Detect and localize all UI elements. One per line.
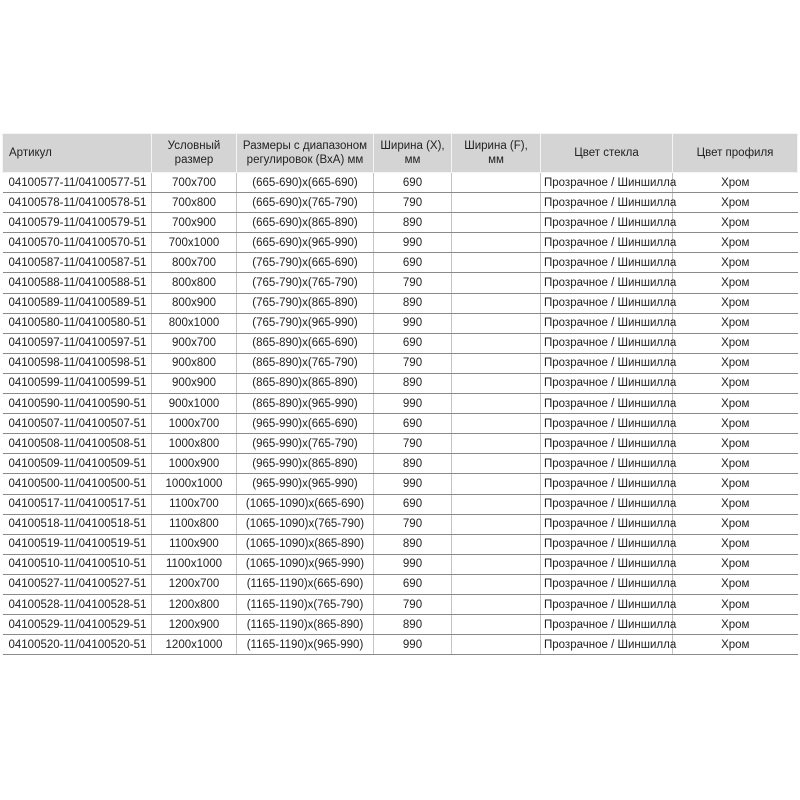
article-cell: 04100507-11/04100507-51 <box>3 414 152 434</box>
nominal-size-cell: 1000x800 <box>152 434 237 454</box>
width-x-cell: 890 <box>374 534 452 554</box>
nominal-size-cell: 1100x1000 <box>152 554 237 574</box>
width-x-cell: 990 <box>374 635 452 655</box>
profile-color-cell: Хром <box>673 554 798 574</box>
width-x-cell: 690 <box>374 173 452 193</box>
table-row <box>3 534 798 554</box>
width-x-cell: 890 <box>374 213 452 233</box>
table-row <box>3 293 798 313</box>
nominal-size-cell: 900x900 <box>152 373 237 393</box>
width-x-cell: 790 <box>374 273 452 293</box>
article-cell: 04100517-11/04100517-51 <box>3 494 152 514</box>
article-cell: 04100577-11/04100577-51 <box>3 173 152 193</box>
nominal-size-cell: 1100x900 <box>152 534 237 554</box>
width-x-cell: 990 <box>374 474 452 494</box>
nominal-size-cell: 1200x1000 <box>152 635 237 655</box>
nominal-size-cell: 900x700 <box>152 333 237 353</box>
profile-color-cell: Хром <box>673 474 798 494</box>
width-x-cell: 790 <box>374 193 452 213</box>
adjustment-range-cell: (1165-1190)x(865-890) <box>237 615 374 635</box>
profile-color-cell: Хром <box>673 373 798 393</box>
header-article: Артикул <box>3 134 152 173</box>
adjustment-range-cell: (765-790)x(765-790) <box>237 273 374 293</box>
glass-color-cell: Прозрачное / Шиншилла <box>541 554 673 574</box>
table-row <box>3 454 798 474</box>
glass-color-cell: Прозрачное / Шиншилла <box>541 353 673 373</box>
width-f-cell <box>452 474 541 494</box>
adjustment-range-cell: (965-990)x(965-990) <box>237 474 374 494</box>
profile-color-cell: Хром <box>673 173 798 193</box>
width-f-cell <box>452 434 541 454</box>
article-cell: 04100527-11/04100527-51 <box>3 574 152 594</box>
adjustment-range-cell: (665-690)x(865-890) <box>237 213 374 233</box>
width-f-cell <box>452 373 541 393</box>
glass-color-cell: Прозрачное / Шиншилла <box>541 534 673 554</box>
width-x-cell: 690 <box>374 253 452 273</box>
table-row <box>3 394 798 414</box>
width-f-cell <box>452 313 541 333</box>
profile-color-cell: Хром <box>673 635 798 655</box>
article-cell: 04100578-11/04100578-51 <box>3 193 152 213</box>
table-header-row <box>3 134 798 173</box>
width-x-cell: 990 <box>374 313 452 333</box>
table-row <box>3 253 798 273</box>
width-f-cell <box>452 414 541 434</box>
header-adjustment-range: Размеры с диапазоном регулировок (ВхА) мм <box>237 134 374 173</box>
profile-color-cell: Хром <box>673 574 798 594</box>
article-cell: 04100518-11/04100518-51 <box>3 514 152 534</box>
width-f-cell <box>452 574 541 594</box>
glass-color-cell: Прозрачное / Шиншилла <box>541 474 673 494</box>
nominal-size-cell: 1100x800 <box>152 514 237 534</box>
table-row <box>3 474 798 494</box>
adjustment-range-cell: (865-890)x(765-790) <box>237 353 374 373</box>
table-row <box>3 333 798 353</box>
width-f-cell <box>452 594 541 614</box>
width-f-cell <box>452 193 541 213</box>
profile-color-cell: Хром <box>673 233 798 253</box>
table-row <box>3 173 798 193</box>
table-row <box>3 193 798 213</box>
glass-color-cell: Прозрачное / Шиншилла <box>541 313 673 333</box>
header-nominal-size: Условный размер <box>152 134 237 173</box>
width-x-cell: 790 <box>374 594 452 614</box>
adjustment-range-cell: (865-890)x(665-690) <box>237 333 374 353</box>
glass-color-cell: Прозрачное / Шиншилла <box>541 514 673 534</box>
article-cell: 04100570-11/04100570-51 <box>3 233 152 253</box>
table-row <box>3 494 798 514</box>
nominal-size-cell: 1200x800 <box>152 594 237 614</box>
header-profile-color: Цвет профиля <box>673 134 798 173</box>
profile-color-cell: Хром <box>673 594 798 614</box>
width-x-cell: 690 <box>374 494 452 514</box>
glass-color-cell: Прозрачное / Шиншилла <box>541 173 673 193</box>
profile-color-cell: Хром <box>673 273 798 293</box>
width-f-cell <box>452 454 541 474</box>
product-spec-table <box>2 133 798 655</box>
width-x-cell: 990 <box>374 554 452 574</box>
table-row <box>3 514 798 534</box>
adjustment-range-cell: (1065-1090)x(665-690) <box>237 494 374 514</box>
article-cell: 04100579-11/04100579-51 <box>3 213 152 233</box>
width-f-cell <box>452 173 541 193</box>
adjustment-range-cell: (665-690)x(965-990) <box>237 233 374 253</box>
adjustment-range-cell: (965-990)x(665-690) <box>237 414 374 434</box>
glass-color-cell: Прозрачное / Шиншилла <box>541 333 673 353</box>
table-body <box>3 173 798 655</box>
profile-color-cell: Хром <box>673 534 798 554</box>
nominal-size-cell: 800x800 <box>152 273 237 293</box>
glass-color-cell: Прозрачное / Шиншилла <box>541 635 673 655</box>
glass-color-cell: Прозрачное / Шиншилла <box>541 293 673 313</box>
glass-color-cell: Прозрачное / Шиншилла <box>541 574 673 594</box>
nominal-size-cell: 1100x700 <box>152 494 237 514</box>
glass-color-cell: Прозрачное / Шиншилла <box>541 494 673 514</box>
width-x-cell: 690 <box>374 333 452 353</box>
nominal-size-cell: 700x700 <box>152 173 237 193</box>
article-cell: 04100598-11/04100598-51 <box>3 353 152 373</box>
article-cell: 04100520-11/04100520-51 <box>3 635 152 655</box>
width-f-cell <box>452 635 541 655</box>
article-cell: 04100529-11/04100529-51 <box>3 615 152 635</box>
width-f-cell <box>452 534 541 554</box>
width-f-cell <box>452 514 541 534</box>
width-f-cell <box>452 554 541 574</box>
table-row <box>3 554 798 574</box>
nominal-size-cell: 800x900 <box>152 293 237 313</box>
width-f-cell <box>452 233 541 253</box>
table-row <box>3 313 798 333</box>
header-width-x: Ширина (X), мм <box>374 134 452 173</box>
adjustment-range-cell: (765-790)x(865-890) <box>237 293 374 313</box>
nominal-size-cell: 1000x1000 <box>152 474 237 494</box>
adjustment-range-cell: (665-690)x(765-790) <box>237 193 374 213</box>
adjustment-range-cell: (865-890)x(965-990) <box>237 394 374 414</box>
profile-color-cell: Хром <box>673 253 798 273</box>
profile-color-cell: Хром <box>673 193 798 213</box>
nominal-size-cell: 900x1000 <box>152 394 237 414</box>
header-glass-color: Цвет стекла <box>541 134 673 173</box>
adjustment-range-cell: (965-990)x(765-790) <box>237 434 374 454</box>
profile-color-cell: Хром <box>673 333 798 353</box>
profile-color-cell: Хром <box>673 394 798 414</box>
article-cell: 04100597-11/04100597-51 <box>3 333 152 353</box>
nominal-size-cell: 1200x700 <box>152 574 237 594</box>
profile-color-cell: Хром <box>673 434 798 454</box>
adjustment-range-cell: (865-890)x(865-890) <box>237 373 374 393</box>
profile-color-cell: Хром <box>673 454 798 474</box>
article-cell: 04100528-11/04100528-51 <box>3 594 152 614</box>
width-x-cell: 690 <box>374 574 452 594</box>
profile-color-cell: Хром <box>673 414 798 434</box>
nominal-size-cell: 1000x900 <box>152 454 237 474</box>
profile-color-cell: Хром <box>673 313 798 333</box>
adjustment-range-cell: (665-690)x(665-690) <box>237 173 374 193</box>
profile-color-cell: Хром <box>673 615 798 635</box>
width-f-cell <box>452 615 541 635</box>
profile-color-cell: Хром <box>673 213 798 233</box>
table-row <box>3 273 798 293</box>
article-cell: 04100510-11/04100510-51 <box>3 554 152 574</box>
table-row <box>3 233 798 253</box>
profile-color-cell: Хром <box>673 494 798 514</box>
table-row <box>3 574 798 594</box>
glass-color-cell: Прозрачное / Шиншилла <box>541 273 673 293</box>
width-f-cell <box>452 494 541 514</box>
nominal-size-cell: 800x700 <box>152 253 237 273</box>
table-row <box>3 615 798 635</box>
nominal-size-cell: 1000x700 <box>152 414 237 434</box>
adjustment-range-cell: (965-990)x(865-890) <box>237 454 374 474</box>
width-x-cell: 890 <box>374 373 452 393</box>
nominal-size-cell: 700x800 <box>152 193 237 213</box>
width-f-cell <box>452 353 541 373</box>
width-x-cell: 890 <box>374 615 452 635</box>
glass-color-cell: Прозрачное / Шиншилла <box>541 454 673 474</box>
adjustment-range-cell: (765-790)x(665-690) <box>237 253 374 273</box>
glass-color-cell: Прозрачное / Шиншилла <box>541 253 673 273</box>
glass-color-cell: Прозрачное / Шиншилла <box>541 373 673 393</box>
width-f-cell <box>452 293 541 313</box>
width-x-cell: 990 <box>374 233 452 253</box>
profile-color-cell: Хром <box>673 353 798 373</box>
width-x-cell: 790 <box>374 353 452 373</box>
glass-color-cell: Прозрачное / Шиншилла <box>541 615 673 635</box>
table-row <box>3 373 798 393</box>
table-row <box>3 353 798 373</box>
width-x-cell: 790 <box>374 514 452 534</box>
width-x-cell: 790 <box>374 434 452 454</box>
article-cell: 04100589-11/04100589-51 <box>3 293 152 313</box>
glass-color-cell: Прозрачное / Шиншилла <box>541 434 673 454</box>
width-f-cell <box>452 394 541 414</box>
adjustment-range-cell: (765-790)x(965-990) <box>237 313 374 333</box>
glass-color-cell: Прозрачное / Шиншилла <box>541 594 673 614</box>
header-width-f: Ширина (F), мм <box>452 134 541 173</box>
width-f-cell <box>452 213 541 233</box>
adjustment-range-cell: (1065-1090)x(965-990) <box>237 554 374 574</box>
nominal-size-cell: 800x1000 <box>152 313 237 333</box>
adjustment-range-cell: (1165-1190)x(665-690) <box>237 574 374 594</box>
article-cell: 04100590-11/04100590-51 <box>3 394 152 414</box>
table-row <box>3 414 798 434</box>
article-cell: 04100508-11/04100508-51 <box>3 434 152 454</box>
width-x-cell: 690 <box>374 414 452 434</box>
glass-color-cell: Прозрачное / Шиншилла <box>541 414 673 434</box>
adjustment-range-cell: (1165-1190)x(965-990) <box>237 635 374 655</box>
article-cell: 04100519-11/04100519-51 <box>3 534 152 554</box>
article-cell: 04100509-11/04100509-51 <box>3 454 152 474</box>
article-cell: 04100588-11/04100588-51 <box>3 273 152 293</box>
table-row <box>3 594 798 614</box>
profile-color-cell: Хром <box>673 293 798 313</box>
article-cell: 04100599-11/04100599-51 <box>3 373 152 393</box>
width-x-cell: 990 <box>374 394 452 414</box>
table-row <box>3 635 798 655</box>
adjustment-range-cell: (1065-1090)x(865-890) <box>237 534 374 554</box>
width-f-cell <box>452 333 541 353</box>
nominal-size-cell: 700x900 <box>152 213 237 233</box>
width-f-cell <box>452 253 541 273</box>
profile-color-cell: Хром <box>673 514 798 534</box>
article-cell: 04100587-11/04100587-51 <box>3 253 152 273</box>
width-x-cell: 890 <box>374 293 452 313</box>
article-cell: 04100580-11/04100580-51 <box>3 313 152 333</box>
adjustment-range-cell: (1165-1190)x(765-790) <box>237 594 374 614</box>
glass-color-cell: Прозрачное / Шиншилла <box>541 394 673 414</box>
adjustment-range-cell: (1065-1090)x(765-790) <box>237 514 374 534</box>
glass-color-cell: Прозрачное / Шиншилла <box>541 233 673 253</box>
nominal-size-cell: 900x800 <box>152 353 237 373</box>
glass-color-cell: Прозрачное / Шиншилла <box>541 193 673 213</box>
table-row <box>3 434 798 454</box>
table-row <box>3 213 798 233</box>
glass-color-cell: Прозрачное / Шиншилла <box>541 213 673 233</box>
nominal-size-cell: 700x1000 <box>152 233 237 253</box>
nominal-size-cell: 1200x900 <box>152 615 237 635</box>
width-f-cell <box>452 273 541 293</box>
article-cell: 04100500-11/04100500-51 <box>3 474 152 494</box>
width-x-cell: 890 <box>374 454 452 474</box>
